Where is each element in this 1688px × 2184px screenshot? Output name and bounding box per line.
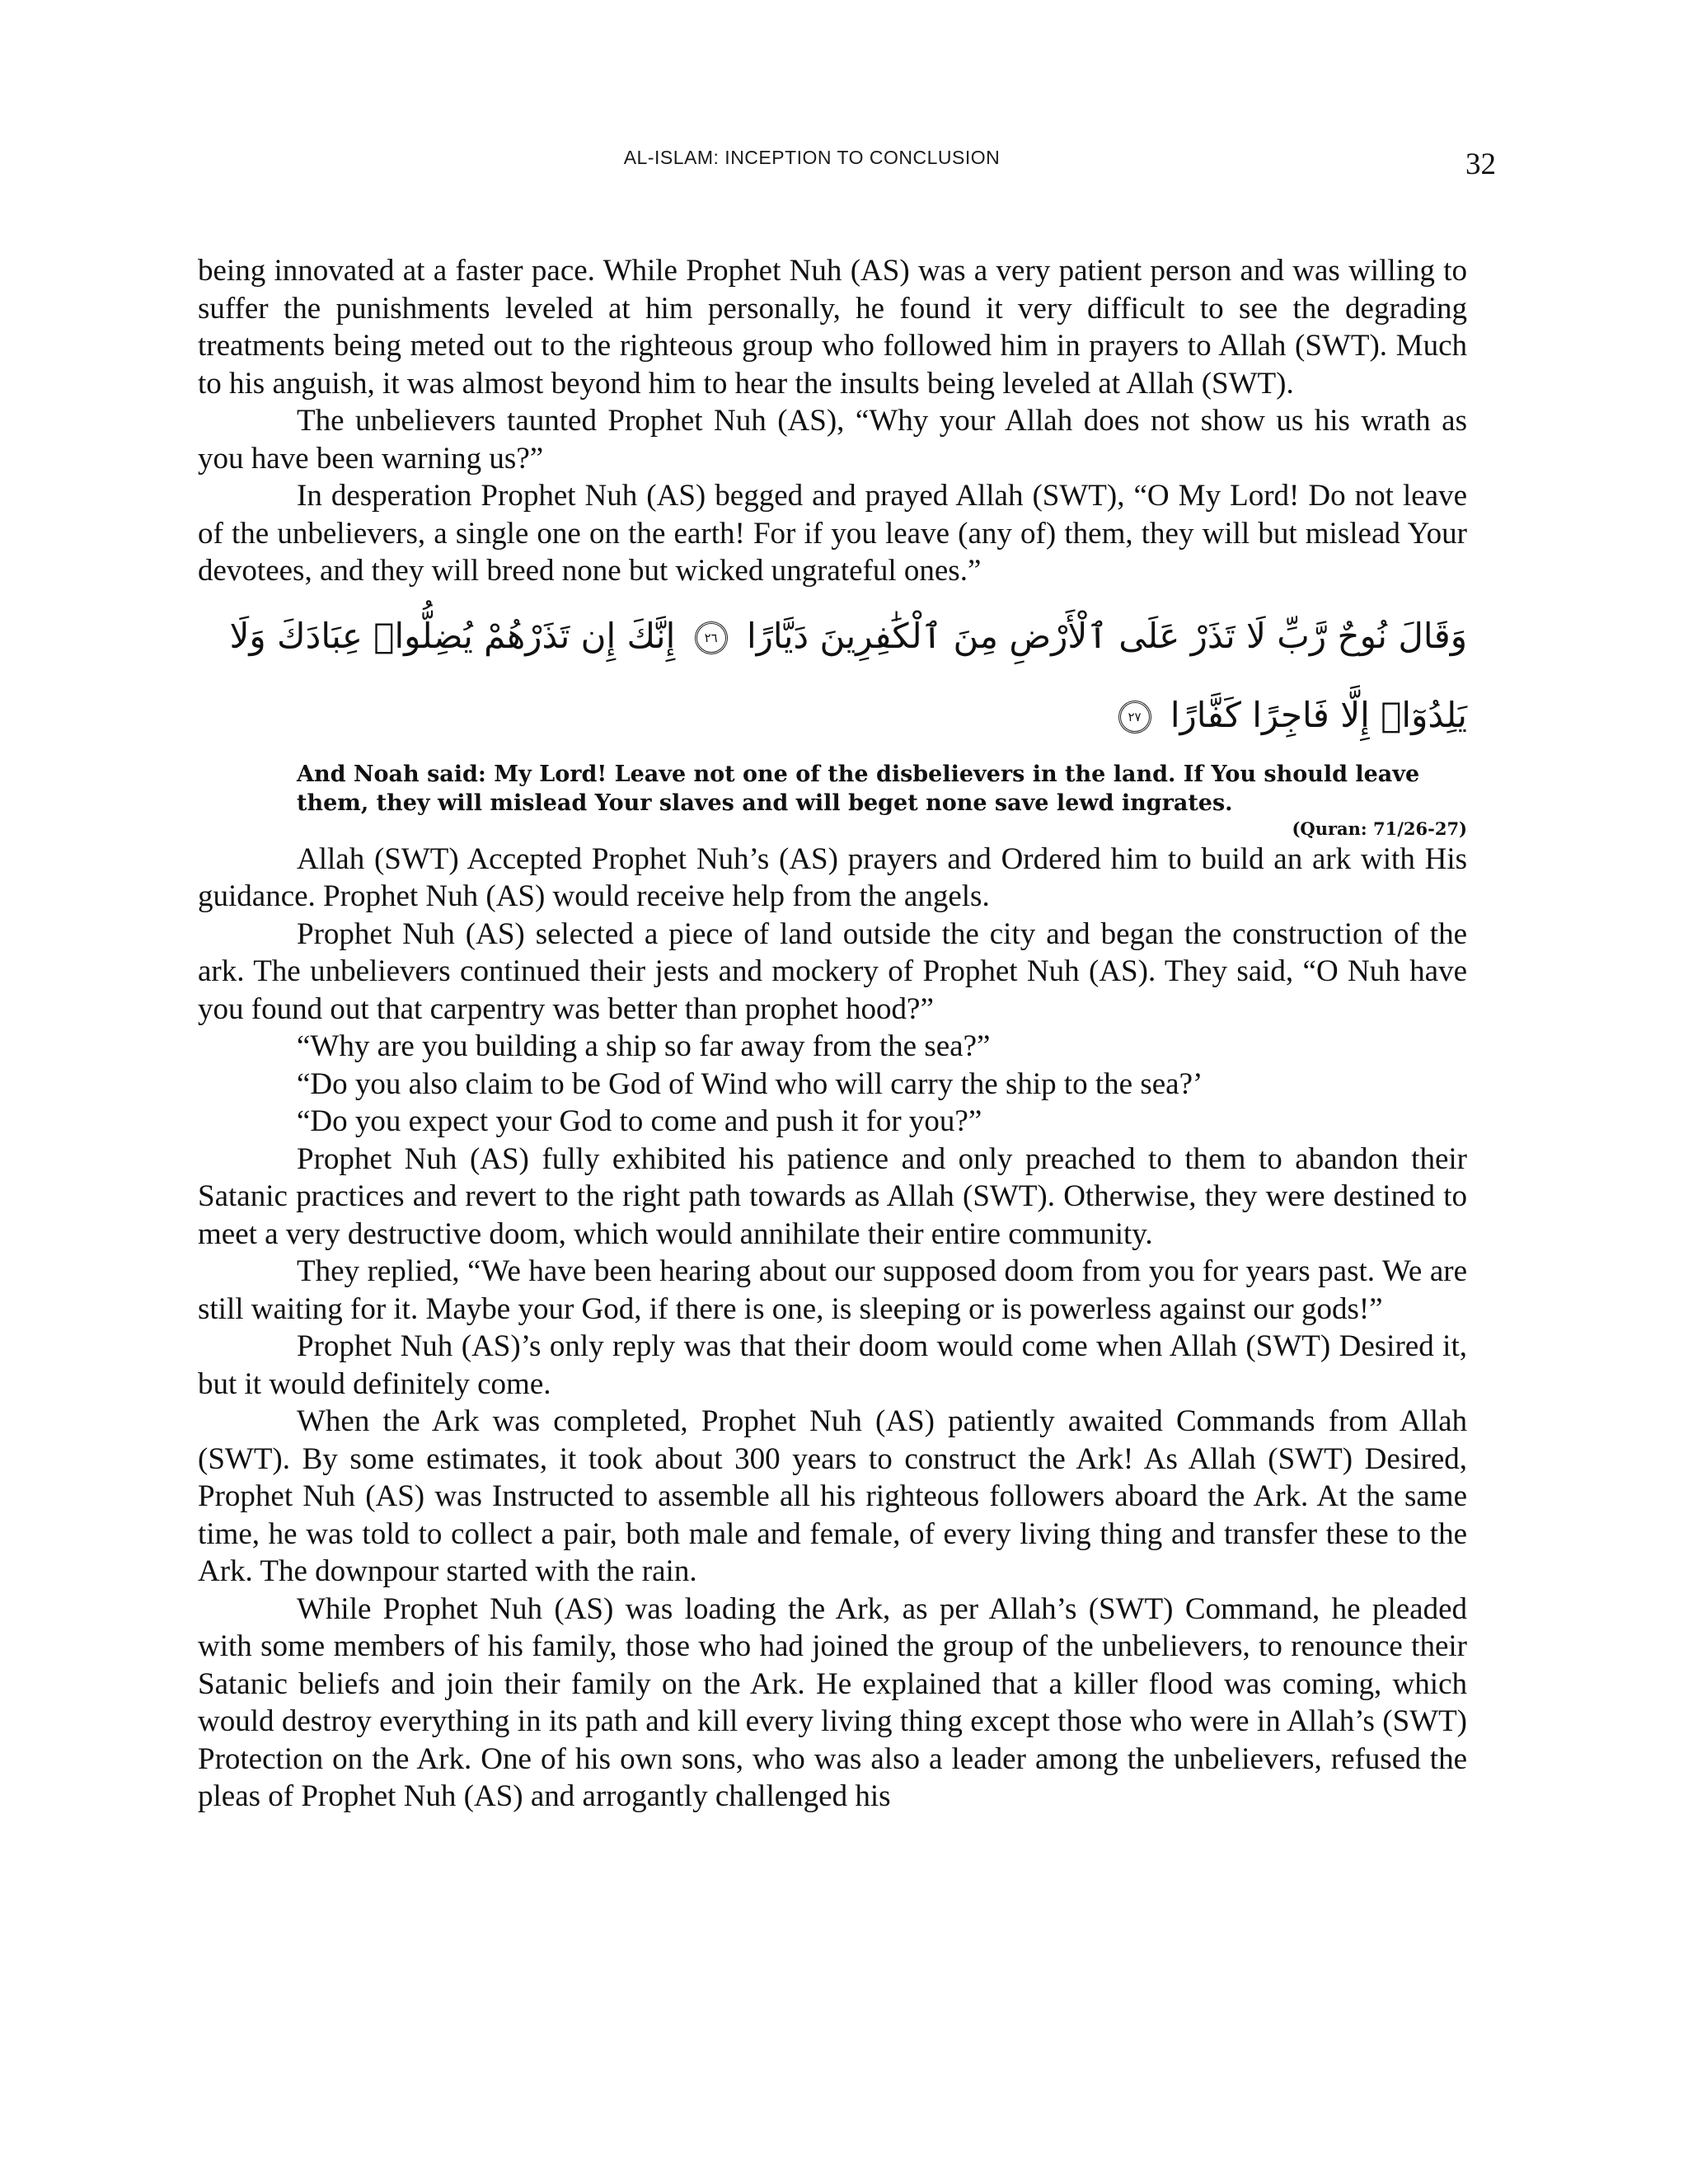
paragraph: Prophet Nuh (AS) fully exhibited his patience and only preached to them to abandon their Satanic practices and revert to the right path towards as Allah (SWT). Otherwise, they were destined to meet a very destructive doom, which would annihilate their entire community.	[198, 1141, 1467, 1251]
paragraph: The unbelievers taunted Prophet Nuh (AS), “Why your Allah does not show us his wrath as you have been warning us?”	[198, 404, 1467, 476]
arabic-verse-part-1: وَقَالَ نُوحٌ رَّبِّ لَا تَذَرْ عَلَى ٱلْأَرْضِ مِنَ ٱلْكَٰفِرِينَ دَيَّارًا	[746, 615, 1467, 656]
verse-citation: (Quran: 71/26-27)	[1292, 818, 1467, 839]
arabic-verse-part-2: إِنَّكَ إِن تَذَرْهُمْ يُضِلُّوا۟ عِبَادَكَ وَلَا يَلِدُوٓا۟ إِلَّا فَاجِرًا كَفَّارًا	[229, 615, 1467, 735]
verse-translation: And Noah said: My Lord! Leave not one of the disbelievers in the land. If You should leave them, they will mislead Your slaves and will beget none save lewd ingrates.	[297, 761, 1420, 816]
paragraph: When the Ark was completed, Prophet Nuh (AS) patiently awaited Commands from Allah (SWT). By some estimates, it took about 300 years to construct the Ark! As Allah (SWT) Desired, Prophet Nuh (AS) was Instructed to assemble all his righteous followers aboard the Ark. At the same time, he was told to collect a pair, both male and female, of every living thing and transfer these to the Ark. The downpour started with the rain.	[198, 1404, 1467, 1588]
verse-number-mark: ٢٦	[695, 621, 728, 654]
paragraph: Prophet Nuh (AS)’s only reply was that their doom would come when Allah (SWT) Desired it, but it would definitely come.	[198, 1329, 1467, 1401]
paragraph: Allah (SWT) Accepted Prophet Nuh’s (AS) prayers and Ordered him to build an ark with His guidance. Prophet Nuh (AS) would receive help from the angels.	[198, 841, 1467, 913]
paragraph: “Why are you building a ship so far away from the sea?”	[297, 1029, 991, 1063]
paragraph: Prophet Nuh (AS) selected a piece of land outside the city and began the construction of the ark. The unbelievers continued their jests and mockery of Prophet Nuh (AS). They said, “O Nuh have you found out that carpentry was better than prophet hood?”	[198, 916, 1467, 1026]
verse-number-mark: ٢٧	[1118, 701, 1151, 733]
paragraph: “Do you expect your God to come and push it for you?”	[297, 1104, 982, 1138]
paragraph: being innovated at a faster pace. While Prophet Nuh (AS) was a very patient person and was willing to suffer the punishments leveled at him personally, he found it very difficult to see the degrading treatments being meted out to the righteous group who followed him in prayers to Allah (SWT). Much to his anguish, it was almost beyond him to hear the insults being leveled at Allah (SWT).	[198, 254, 1467, 401]
paragraph: “Do you also claim to be God of Wind who will carry the ship to the sea?’	[297, 1066, 1203, 1101]
main-text	[198, 252, 1467, 1816]
paragraph: They replied, “We have been hearing about our supposed doom from you for years past. We are still waiting for it. Maybe your God, if there is one, is sleeping or is powerless against our gods!”	[198, 1254, 1467, 1326]
running-title: AL-ISLAM: INCEPTION TO CONCLUSION	[623, 147, 1001, 168]
quran-quote	[198, 590, 1467, 841]
paragraph: While Prophet Nuh (AS) was loading the Ark, as per Allah’s (SWT) Command, he pleaded with some members of his family, those who had joined the group of the unbelievers, to renounce their Satanic beliefs and join their family on the Ark. He explained that a killer flood was coming, which would destroy everything in its path and kill every living thing except those who were in Allah’s (SWT) Protection on the Ark. One of his own sons, who was also a leader among the unbelievers, refused the pleas of Prophet Nuh (AS) and arrogantly challenged his	[198, 1591, 1467, 1813]
page-number: 32	[1465, 148, 1496, 181]
paragraph: In desperation Prophet Nuh (AS) begged and prayed Allah (SWT), “O My Lord! Do not leave of the unbelievers, a single one on the earth! For if you leave (any of) them, they will but mislead Your devotees, and they will breed none but wicked ungrateful ones.”	[198, 479, 1467, 588]
arabic-verse	[198, 590, 1467, 755]
